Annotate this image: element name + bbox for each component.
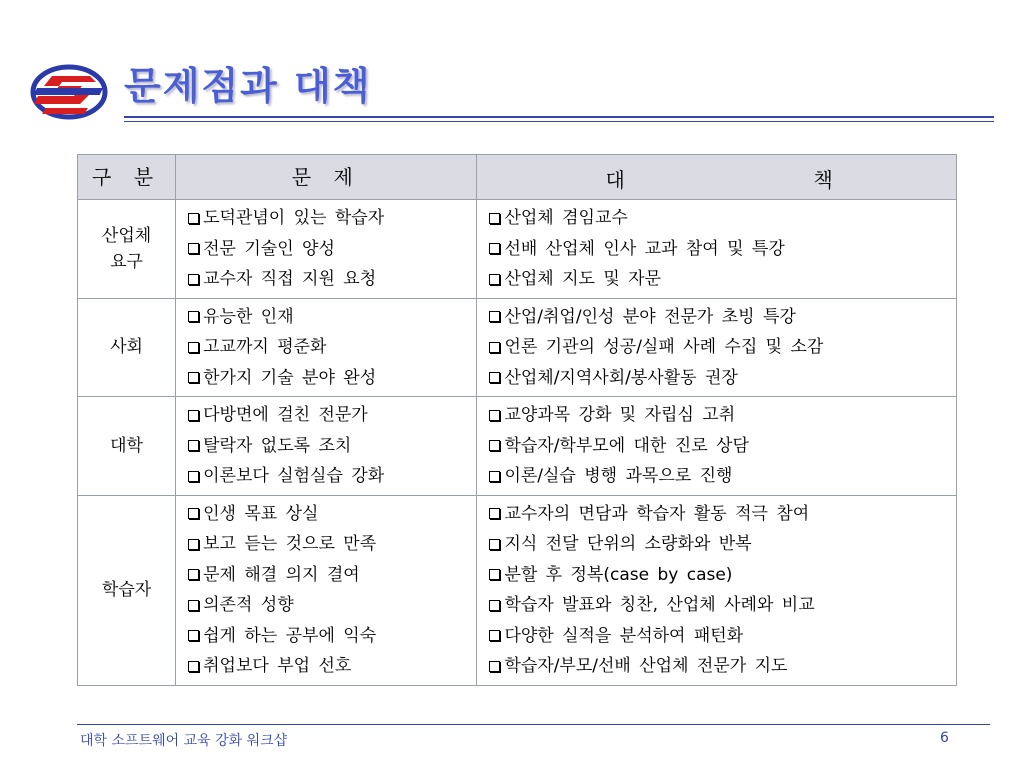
list-item-text: 고교까지 평준화 [203, 337, 327, 357]
checkbox-bullet-icon [188, 213, 199, 224]
list-item-text: 교수자 직접 지원 요청 [203, 269, 377, 289]
checkbox-bullet-icon [188, 440, 199, 451]
row-category: 사회 [78, 298, 176, 397]
list-item-text: 다방면에 걸친 전문가 [203, 405, 368, 425]
page-title: 문제점과 대책 [124, 64, 372, 108]
checkbox-bullet-icon [489, 311, 500, 322]
footer-workshop-title: 대학 소프트웨어 교육 강화 워크샵 [80, 733, 288, 749]
solution-list [477, 397, 957, 496]
list-item-text: 취업보다 부업 선호 [203, 656, 352, 676]
list-item-text: 보고 듣는 것으로 만족 [203, 534, 377, 554]
list-item [489, 499, 956, 530]
checkbox-bullet-icon [188, 471, 199, 482]
title-divider [124, 116, 994, 118]
page-number: 6 [940, 730, 949, 746]
checkbox-bullet-icon [188, 539, 199, 550]
list-item [489, 431, 956, 462]
header-category: 구 분 [78, 155, 176, 200]
list-item [489, 400, 956, 431]
list-item [188, 590, 476, 621]
header-problem: 문 제 [176, 155, 477, 200]
list-item-text: 쉽게 하는 공부에 익숙 [203, 625, 377, 646]
list-item [188, 529, 476, 560]
list-item [188, 203, 476, 234]
list-item [489, 651, 956, 682]
list-item-text: 학습자 발표와 칭찬, 산업체 사례와 비교 [504, 595, 815, 615]
header-solution-part-2: 책 [813, 168, 837, 192]
checkbox-bullet-icon [489, 213, 500, 224]
list-item [188, 431, 476, 462]
checkbox-bullet-icon [188, 508, 199, 519]
list-item [188, 234, 476, 265]
list-item [489, 234, 956, 265]
list-item-text: 인생 목표 상실 [203, 503, 319, 524]
problem-list [176, 397, 477, 496]
list-item-text: 전문 기술인 양성 [203, 238, 335, 259]
checkbox-bullet-icon [188, 311, 199, 322]
table-row [78, 298, 957, 397]
list-item [188, 560, 476, 591]
checkbox-bullet-icon [489, 274, 500, 285]
title-divider-thin [124, 121, 994, 122]
row-category: 산업체 요구 [78, 200, 176, 299]
checkbox-bullet-icon [489, 630, 500, 641]
list-item-text: 지식 전달 단위의 소량화와 반복 [504, 534, 752, 554]
list-item-text: 유능한 인재 [203, 306, 294, 327]
list-item [188, 621, 476, 652]
header-solution-part-1: 대 [605, 168, 629, 192]
list-item-text: 한가지 기술 분야 완성 [203, 367, 377, 388]
row-category: 학습자 [78, 495, 176, 685]
list-item [489, 332, 956, 363]
checkbox-bullet-icon [489, 661, 500, 672]
footer-divider [77, 724, 990, 725]
list-item-text: 산업체/지역사회/봉사활동 권장 [504, 367, 738, 388]
problem-list [176, 298, 477, 397]
checkbox-bullet-icon [489, 508, 500, 519]
checkbox-bullet-icon [188, 410, 199, 421]
checkbox-bullet-icon [489, 342, 500, 353]
row-category: 대학 [78, 397, 176, 496]
list-item-text: 탈락자 없도록 조치 [203, 435, 352, 456]
solution-list [477, 200, 957, 299]
company-logo-icon [30, 60, 112, 124]
list-item-text: 산업체 겸임교수 [504, 208, 628, 228]
list-item-text: 산업/취업/인성 분야 전문가 초빙 특강 [504, 306, 796, 327]
list-item-text: 분할 후 정복(case by case) [504, 564, 733, 585]
list-item-text: 이론보다 실험실습 강화 [203, 466, 385, 486]
list-item [188, 332, 476, 363]
list-item [188, 302, 476, 333]
list-item [188, 363, 476, 394]
problem-solution-table [77, 154, 957, 686]
list-item [188, 651, 476, 682]
table-row [78, 200, 957, 299]
checkbox-bullet-icon [489, 410, 500, 421]
table-row [78, 495, 957, 685]
checkbox-bullet-icon [489, 539, 500, 550]
solution-list [477, 298, 957, 397]
checkbox-bullet-icon [188, 630, 199, 641]
checkbox-bullet-icon [188, 243, 199, 254]
list-item [188, 400, 476, 431]
list-item [489, 363, 956, 394]
list-item [489, 264, 956, 295]
checkbox-bullet-icon [188, 569, 199, 580]
list-item-text: 의존적 성향 [203, 595, 294, 615]
table-header-row [78, 155, 957, 200]
list-item [188, 499, 476, 530]
list-item [489, 302, 956, 333]
list-item-text: 학습자/부모/선배 산업체 전문가 지도 [504, 656, 788, 676]
list-item-text: 교양과목 강화 및 자립심 고취 [504, 405, 736, 425]
checkbox-bullet-icon [489, 471, 500, 482]
list-item-text: 도덕관념이 있는 학습자 [203, 208, 385, 228]
list-item [489, 461, 956, 492]
checkbox-bullet-icon [188, 342, 199, 353]
problem-list [176, 495, 477, 685]
table-body [78, 200, 957, 686]
list-item-text: 이론/실습 병행 과목으로 진행 [504, 466, 733, 486]
checkbox-bullet-icon [489, 243, 500, 254]
list-item [489, 560, 956, 591]
checkbox-bullet-icon [489, 372, 500, 383]
list-item-text: 문제 해결 의지 결여 [203, 564, 360, 585]
checkbox-bullet-icon [489, 440, 500, 451]
list-item [489, 203, 956, 234]
checkbox-bullet-icon [188, 274, 199, 285]
header-solution [477, 155, 957, 200]
list-item-text: 산업체 지도 및 자문 [504, 269, 662, 289]
list-item [489, 590, 956, 621]
checkbox-bullet-icon [188, 600, 199, 611]
list-item [489, 529, 956, 560]
list-item-text: 교수자의 면담과 학습자 활동 적극 참여 [504, 503, 810, 524]
list-item [188, 461, 476, 492]
checkbox-bullet-icon [188, 372, 199, 383]
checkbox-bullet-icon [489, 600, 500, 611]
list-item-text: 다양한 실적을 분석하여 패턴화 [504, 625, 744, 646]
checkbox-bullet-icon [188, 661, 199, 672]
list-item-text: 언론 기관의 성공/실패 사례 수집 및 소감 [504, 337, 824, 357]
list-item [188, 264, 476, 295]
list-item-text: 학습자/학부모에 대한 진로 상담 [504, 435, 749, 456]
solution-list [477, 495, 957, 685]
table-row [78, 397, 957, 496]
problem-list [176, 200, 477, 299]
list-item [489, 621, 956, 652]
list-item-text: 선배 산업체 인사 교과 참여 및 특강 [504, 238, 785, 259]
checkbox-bullet-icon [489, 569, 500, 580]
